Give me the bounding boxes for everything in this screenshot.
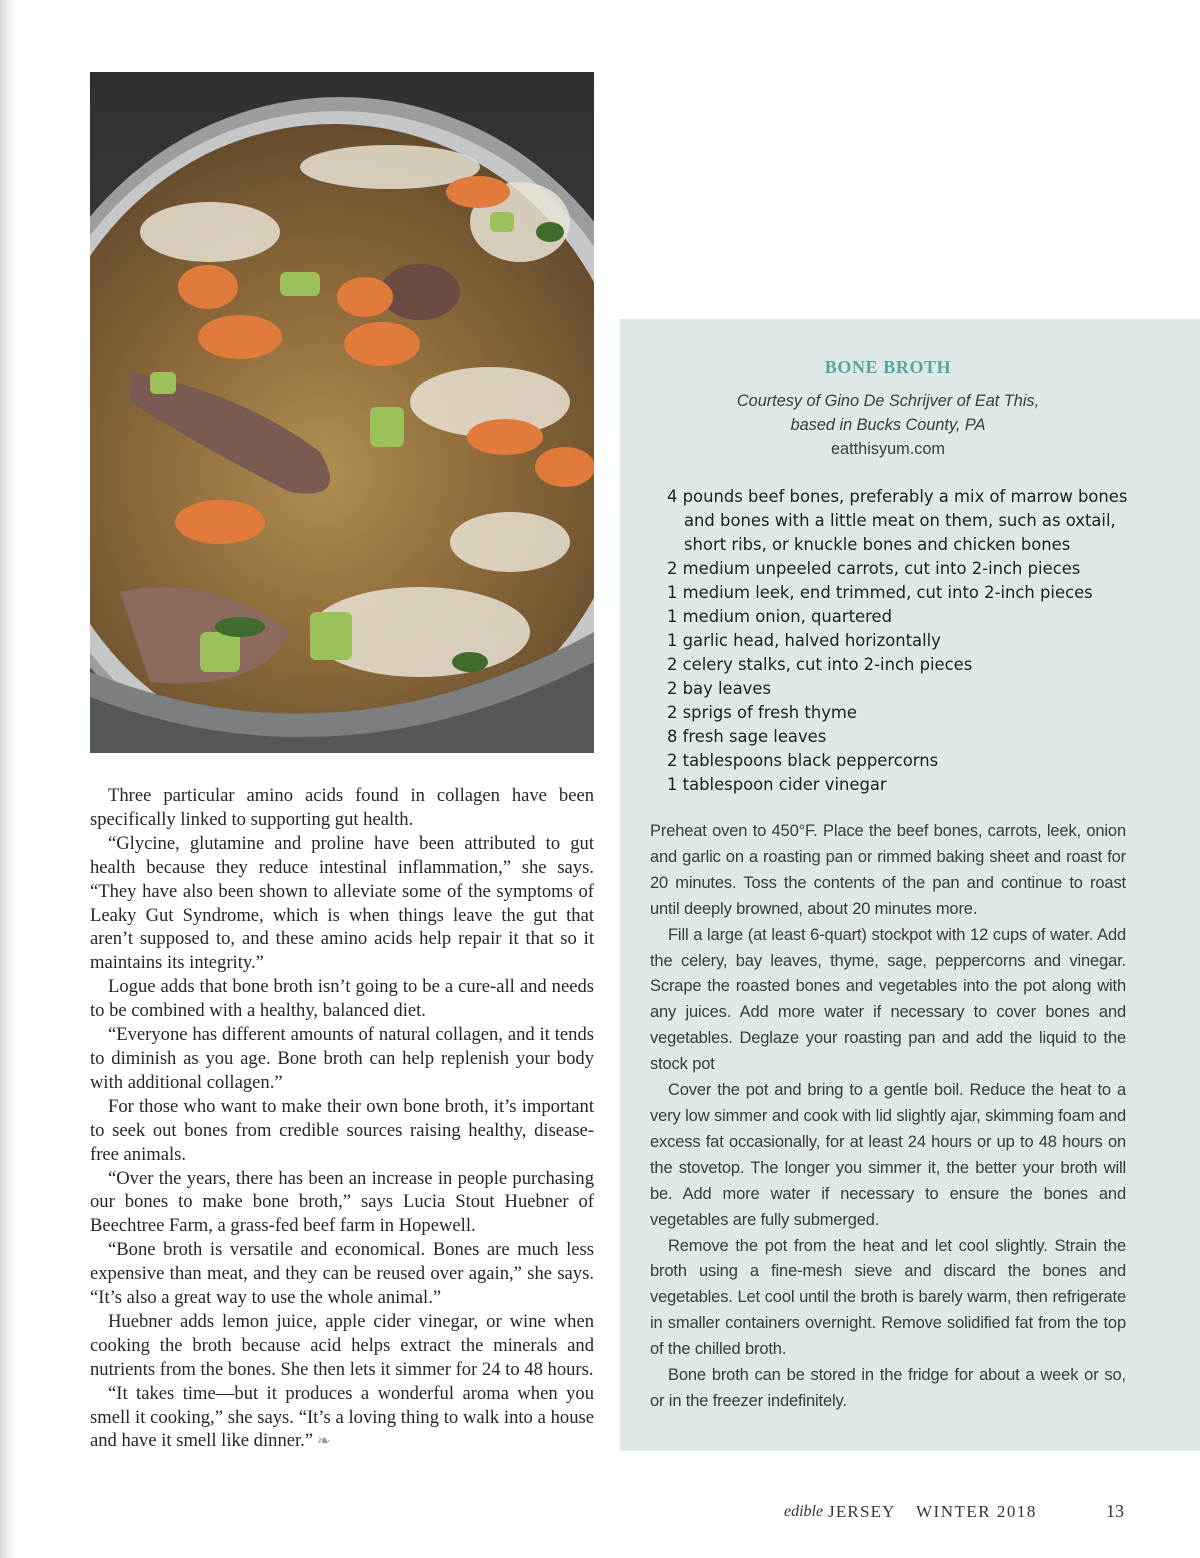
- ingredient-item: 2 tablespoons black peppercorns: [667, 751, 939, 770]
- article-body: [90, 784, 594, 1454]
- ingredient-item: 4 pounds beef bones, preferably a mix of marrow bones and bones with a little meat on them, such as oxtail, short ribs, or knuckle bones and chicken bones: [667, 487, 1128, 554]
- ingredient-list: [667, 485, 1137, 797]
- end-mark-icon: ❧: [317, 1433, 331, 1451]
- ingredient-item: 1 tablespoon cider vinegar: [667, 775, 887, 794]
- recipe-website: eatthisyum.com: [830, 440, 945, 458]
- article-paragraph: “Everyone has different amounts of natural collagen, and it tends to diminish as you age. Bone broth can help replenish your body with additional collagen.”: [90, 1024, 594, 1093]
- page-number: 13: [1106, 1501, 1124, 1521]
- recipe-title: BONE BROTH: [824, 357, 952, 377]
- recipe-box: [620, 319, 1200, 1451]
- article-paragraph: For those who want to make their own bone broth, it’s important to seek out bones from credible sources raising healthy, disease-free animals.: [90, 1095, 594, 1165]
- ingredient-item: 2 bay leaves: [667, 679, 772, 698]
- ingredient-item: 1 garlic head, halved horizontally: [667, 631, 941, 650]
- bone-broth-photo: [90, 72, 594, 753]
- credit-line-1: Courtesy of Gino De Schrijver of Eat This,: [736, 392, 1040, 410]
- article-paragraph-last: [90, 1382, 594, 1455]
- article-paragraph: “Over the years, there has been an increase in people purchasing our bones to make bone broth,” says Lucia Stout Huebner of Beechtree Farm, a grass-fed beef farm in Hopewell.: [90, 1167, 594, 1237]
- article-paragraph-text: “It takes time—but it produces a wonderful aroma when you smell it cooking,” she says. “It’s a loving thing to walk into a house and have it smell like dinner.”: [90, 1382, 594, 1452]
- recipe-credit: [620, 389, 1156, 461]
- method-step: Fill a large (at least 6-quart) stockpot with 12 cups of water. Add the celery, bay leaves, thyme, sage, peppercorns and vinegar. Scrape the roasted bones and vegetables into the pot along with any juices. Add more water if necessary to cover bones and vegetables. Deglaze your roasting pan and add the liquid to the stock pot: [650, 925, 1126, 1074]
- stockpot-image: [90, 72, 594, 753]
- article-paragraph: Logue adds that bone broth isn’t going to be a cure-all and needs to be combined with a healthy, balanced diet.: [90, 976, 594, 1022]
- method-step: Preheat oven to 450°F. Place the beef bones, carrots, leek, onion and garlic on a roasting pan or rimmed baking sheet and roast for 20 minutes. Toss the contents of the pan and continue to roast until deeply browned, about 20 minutes more.: [650, 822, 1126, 918]
- ingredient-item: 8 fresh sage leaves: [667, 727, 827, 746]
- footer-brand-edible: edible: [784, 1503, 824, 1520]
- method-step: Cover the pot and bring to a gentle boil. Reduce the heat to a very low simmer and cook with lid slightly ajar, skimming foam and excess fat occasionally, for at least 24 hours or up to 48 hours on the stovetop. The longer you simmer it, the better your broth will be. Add more water if necessary to ensure the bones and vegetables are fully submerged.: [650, 1081, 1126, 1229]
- method-step: Bone broth can be stored in the fridge for about a week or so, or in the freezer indefinitely.: [650, 1366, 1126, 1410]
- method-step: Remove the pot from the heat and let cool slightly. Strain the broth using a fine-mesh sieve and discard the bones and vegetables. Let cool until the broth is barely warm, then refrigerate in smaller containers overnight. Remove solidified fat from the top of the chilled broth.: [650, 1236, 1126, 1359]
- footer-issue: WINTER 2018: [916, 1502, 1037, 1521]
- page-footer: [784, 1501, 1144, 1525]
- ingredient-item: 2 medium unpeeled carrots, cut into 2-inch pieces: [667, 559, 1081, 578]
- article-paragraph: Huebner adds lemon juice, apple cider vinegar, or wine when cooking the broth because acid helps extract the minerals and nutrients from the bones. She then lets it simmer for 24 to 48 hours.: [90, 1310, 594, 1380]
- page-edge-shadow: [0, 0, 14, 1558]
- ingredient-item: 1 medium onion, quartered: [667, 607, 892, 626]
- article-paragraph: Three particular amino acids found in collagen have been specifically linked to supporting gut health.: [90, 785, 594, 830]
- article-paragraph: “Bone broth is versatile and economical. Bones are much less expensive than meat, and they can be reused over again,” she says. “It’s also a great way to use the whole animal.”: [90, 1239, 594, 1309]
- ingredient-item: 1 medium leek, end trimmed, cut into 2-inch pieces: [667, 583, 1093, 602]
- ingredient-item: 2 celery stalks, cut into 2-inch pieces: [667, 655, 973, 674]
- recipe-method: [650, 819, 1126, 1415]
- ingredient-item: 2 sprigs of fresh thyme: [667, 703, 857, 722]
- article-paragraph: “Glycine, glutamine and proline have been attributed to gut health because they reduce intestinal inflammation,” she says. “They have also been shown to alleviate some of the symptoms of Leaky Gut Syndrome, which is when things leave the gut that aren’t supposed to, and these amino acids help repair it that so it maintains its integrity.”: [90, 832, 594, 974]
- footer-brand-jersey: JERSEY: [828, 1502, 896, 1521]
- credit-line-2: based in Bucks County, PA: [790, 416, 986, 434]
